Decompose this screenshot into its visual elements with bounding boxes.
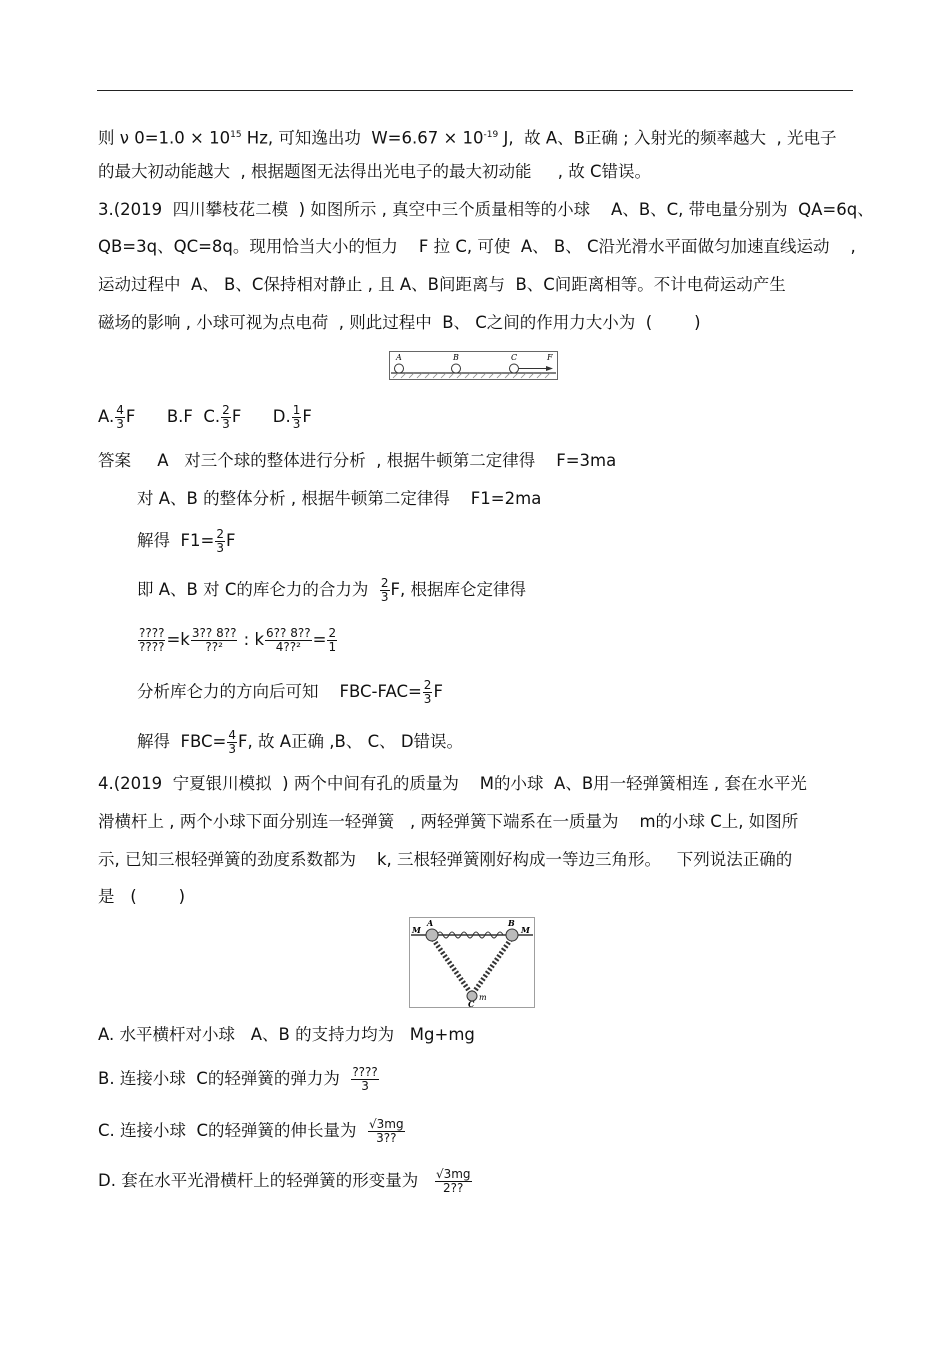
ball-a-label: A — [396, 353, 402, 362]
figure-spring-triangle — [409, 917, 535, 1009]
question-4-line: 示, 已知三根轻弹簧的劲度系数都为 k, 三根轻弹簧刚好构成一等边三角形。 下列说法正确的 — [98, 850, 793, 869]
question-4-line: 是 ( ) — [98, 887, 186, 906]
mass-small-m-label: m — [479, 993, 487, 1002]
question-3-line: QB=3q、QC=8q。现用恰当大小的恒力 F 拉 C, 可使 A、 B、 C沿光滑水平面做匀加速直线运动 , — [98, 237, 856, 256]
answer-line: 即 A、B 对 C的库仑力的合力为 $\frac{2}{3}$ F, 根据库仑定律得 — [137, 576, 526, 604]
ball-c-label: C — [511, 353, 518, 362]
question-4-option-c: C. 连接小球 C的轻弹簧的伸长量为 $\frac{√3mg}{3??}$ — [98, 1117, 404, 1145]
question-4-line: 4.(2019 宁夏银川模拟 ) 两个中间有孔的质量为 M的小球 A、B用一轻弹簧相连 , 套在水平光 — [98, 774, 807, 793]
question-4-option-b: B. 连接小球 C的轻弹簧的弹力为 ???? 3 — [98, 1065, 378, 1093]
ball-c-label: C — [468, 999, 475, 1009]
question-3-options: A. $\frac{4}{3}$ F B.F C. $\frac{2}{3}$ F D. $\frac{1}{3}$ F — [98, 403, 312, 431]
text-line: 则 ν $0=1.0 \times 10^{15}$ Hz, 可知逸出功 $W=6.67 \times 10^{-19}$ J, 故 A、B正确 ; 入射光的频率越大 , 光电子 — [98, 128, 837, 148]
question-3-line: 运动过程中 A、 B、C保持相对静止 , 且 A、B间距离与 B、C间距离相等。不计电荷运动产生 — [98, 275, 786, 294]
figure-three-balls — [389, 351, 559, 381]
answer-line: 分析库仑力的方向后可知 FBC-FAC= $\frac{2}{3}$ F — [137, 678, 443, 706]
answer-formula: ???? ???? =k 3?? 8?? ??² : k $\frac{6?? 8??}{\text{4??²}}$ = $\frac{2}{1}$ — [139, 626, 337, 654]
answer-line: 解得 F1= $\frac{2}{3}$ F — [137, 527, 236, 555]
mass-m-left-label: M — [412, 925, 421, 935]
question-3-line: 3.(2019 四川攀枝花二模 ) 如图所示 , 真空中三个质量相等的小球 A、B、C, 带电量分别为 QA=6q、 — [98, 200, 874, 219]
question-4-line: 滑横杆上 , 两个小球下面分别连一轻弹簧 , 两轻弹簧下端系在一质量为 m的小球 C上, 如图所 — [98, 812, 799, 831]
ball-a-label: A — [427, 918, 434, 928]
mass-m-right-label: M — [521, 925, 530, 935]
question-4-option-d: D. 套在水平光滑横杆上的轻弹簧的形变量为 $\frac{√3mg}{2??}$ — [98, 1167, 471, 1195]
question-3-line: 磁场的影响 , 小球可视为点电荷 , 则此过程中 B、 C之间的作用力大小为 ( ) — [98, 313, 701, 332]
header-rule — [97, 90, 853, 91]
answer-line: 解得 FBC= $\frac{4}{3}$ F, 故 A正确 ,B、 C、 D错误。 — [137, 728, 464, 756]
text-line: 的最大初动能越大 , 根据题图无法得出光电子的最大初动能 , 故 C错误。 — [98, 162, 651, 181]
force-f-label: F — [547, 353, 553, 362]
ball-b-label: B — [508, 918, 515, 928]
ball-b-label: B — [453, 353, 459, 362]
question-4-option-a: A. 水平横杆对小球 A、B 的支持力均为 Mg+mg — [98, 1025, 475, 1044]
answer-line: 对 A、B 的整体分析 , 根据牛顿第二定律得 F1=2ma — [137, 489, 542, 508]
answer-line: 答案 A 对三个球的整体进行分析 , 根据牛顿第二定律得 F=3ma — [98, 451, 617, 470]
